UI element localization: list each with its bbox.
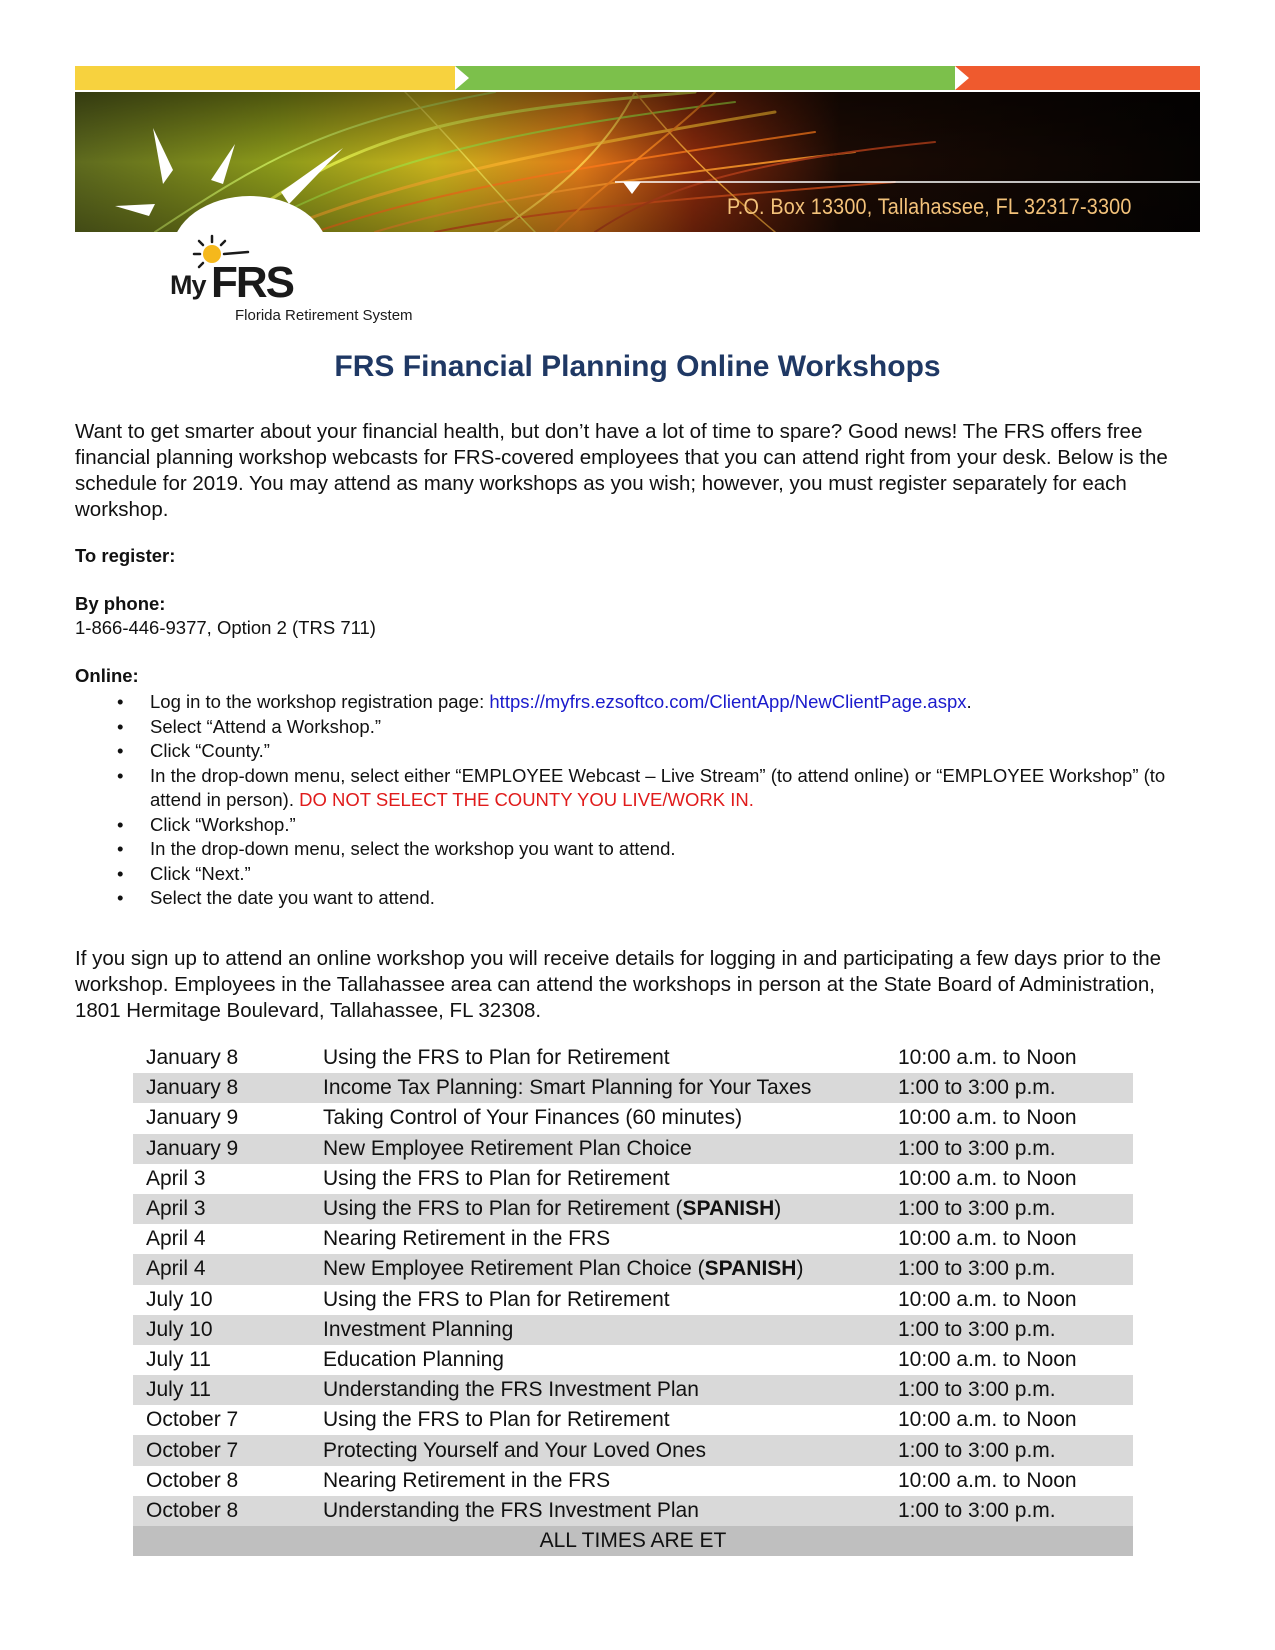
- row-date: July 10: [146, 1287, 213, 1311]
- table-row: [133, 1285, 1133, 1315]
- row-date: October 8: [133, 1496, 311, 1526]
- step-text: Click “Next.”: [150, 862, 251, 884]
- row-date: April 4: [133, 1254, 311, 1284]
- row-date: January 8: [146, 1046, 239, 1070]
- mailing-address: P.O. Box 13300, Tallahassee, FL 32317-3300: [727, 194, 1132, 219]
- list-item: [75, 886, 1200, 911]
- row-title: Education Planning: [323, 1347, 504, 1371]
- bullet-icon: •: [117, 862, 124, 884]
- table-row: [133, 1435, 1133, 1465]
- table-row: [133, 1466, 1133, 1496]
- language-tag: SPANISH: [682, 1197, 775, 1221]
- row-title: [311, 1194, 888, 1224]
- phone-number: 1-866-446-9377, Option 2 (TRS 711): [75, 617, 376, 638]
- row-date: July 11: [146, 1347, 211, 1371]
- bullet-icon: •: [117, 764, 124, 786]
- step-text: .: [966, 691, 972, 712]
- row-time: 10:00 a.m. to Noon: [898, 1046, 1077, 1070]
- row-title: Income Tax Planning: Smart Planning for Your Taxes: [311, 1073, 888, 1103]
- table-row: [133, 1345, 1133, 1375]
- step-text: Select the date you want to attend.: [150, 887, 435, 908]
- row-title: Using the FRS to Plan for Retirement: [323, 1166, 670, 1190]
- list-item: [75, 862, 1200, 887]
- banner-stripe-green: [455, 66, 955, 90]
- list-item: [75, 813, 1200, 838]
- table-row: [133, 1043, 1133, 1073]
- row-title: Using the FRS to Plan for Retirement: [323, 1046, 670, 1070]
- logo-subtitle: Florida Retirement System: [235, 307, 413, 324]
- row-time: 1:00 to 3:00 p.m.: [888, 1194, 1133, 1224]
- row-title: Understanding the FRS Investment Plan: [311, 1496, 888, 1526]
- online-details-paragraph: If you sign up to attend an online workshop you will receive details for logging in and participating a few days prior to the workshop. Employees in the Tallahassee area can attend the workshops in person at the State Board of Administration, 1801 Hermitage Boulevard, Tallahassee, FL 32308.: [75, 947, 1161, 1022]
- row-date: July 10: [133, 1315, 311, 1345]
- row-date: April 3: [133, 1194, 311, 1224]
- row-title: Nearing Retirement in the FRS: [323, 1227, 611, 1251]
- bullet-icon: •: [117, 691, 124, 712]
- step-text: Select “Attend a Workshop.”: [150, 715, 382, 737]
- county-warning: DO NOT SELECT THE COUNTY YOU LIVE/WORK IN.: [299, 789, 754, 810]
- step-text: In the drop-down menu, select either “EMPLOYEE Webcast – Live Stream” (to attend online) or “EMPLOYEE Workshop” (to attend in person).: [150, 764, 1166, 810]
- timezone-note: ALL TIMES ARE ET: [133, 1526, 1133, 1556]
- row-title: Understanding the FRS Investment Plan: [311, 1375, 888, 1405]
- row-time: 1:00 to 3:00 p.m.: [888, 1496, 1133, 1526]
- row-time: 1:00 to 3:00 p.m.: [888, 1073, 1133, 1103]
- row-title: Protecting Yourself and Your Loved Ones: [311, 1435, 888, 1465]
- row-date: January 9: [146, 1106, 239, 1130]
- row-title: New Employee Retirement Plan Choice: [311, 1134, 888, 1164]
- workshop-schedule-table: [133, 1043, 1133, 1556]
- step-text: Log in to the workshop registration page:: [150, 691, 490, 712]
- row-time: 1:00 to 3:00 p.m.: [888, 1375, 1133, 1405]
- row-date: January 8: [133, 1073, 311, 1103]
- table-row: [133, 1224, 1133, 1254]
- row-title: Nearing Retirement in the FRS: [323, 1468, 611, 1492]
- step-text: Click “County.”: [150, 740, 270, 761]
- table-row: [133, 1315, 1133, 1345]
- table-row: [133, 1103, 1133, 1133]
- registration-steps: [75, 690, 1200, 911]
- row-date: January 9: [133, 1134, 311, 1164]
- row-title-end: ): [796, 1257, 804, 1281]
- list-item: [75, 690, 1200, 715]
- row-title: Using the FRS to Plan for Retirement: [323, 1408, 670, 1432]
- banner-stripe-red: [955, 66, 1200, 90]
- table-row: [133, 1375, 1133, 1405]
- logo-my-text: My: [170, 270, 206, 300]
- table-row: [133, 1496, 1133, 1526]
- row-date: October 7: [146, 1408, 239, 1432]
- row-title-text: New Employee Retirement Plan Choice (: [323, 1257, 705, 1281]
- list-item: [75, 837, 1200, 862]
- row-time: 1:00 to 3:00 p.m.: [888, 1435, 1133, 1465]
- row-time: 1:00 to 3:00 p.m.: [888, 1315, 1133, 1345]
- chevron-icon: [955, 66, 969, 90]
- chevron-icon: [455, 66, 469, 90]
- row-title: Investment Planning: [311, 1315, 888, 1345]
- banner-stripe-yellow: [75, 66, 455, 90]
- bullet-icon: •: [117, 740, 124, 761]
- row-title-text: Using the FRS to Plan for Retirement (: [323, 1197, 683, 1221]
- row-time: 10:00 a.m. to Noon: [898, 1287, 1077, 1311]
- intro-paragraph: Want to get smarter about your financial health, but don’t have a lot of time to spare? Good news! The FRS offers free financial planning workshop webcasts for FRS-covered employees that you can attend right from your desk. Below is the schedule for 2019. You may attend as many workshops as you wish; however, you must register separately for each workshop.: [75, 420, 1168, 521]
- header-banner: [75, 66, 1200, 232]
- row-date: April 3: [146, 1166, 206, 1190]
- row-time: 10:00 a.m. to Noon: [898, 1106, 1077, 1130]
- phone-label: By phone:: [75, 593, 166, 614]
- row-title: Taking Control of Your Finances (60 minutes): [323, 1106, 743, 1130]
- row-time: 1:00 to 3:00 p.m.: [888, 1254, 1133, 1284]
- table-row: [133, 1164, 1133, 1194]
- row-title-end: ): [774, 1197, 782, 1221]
- table-row: [133, 1194, 1133, 1224]
- row-date: October 7: [133, 1435, 311, 1465]
- row-time: 10:00 a.m. to Noon: [898, 1347, 1077, 1371]
- row-time: 10:00 a.m. to Noon: [898, 1408, 1077, 1432]
- row-time: 1:00 to 3:00 p.m.: [888, 1134, 1133, 1164]
- bullet-icon: •: [117, 887, 124, 908]
- row-date: April 4: [146, 1227, 206, 1251]
- bullet-icon: •: [117, 813, 124, 835]
- step-text: In the drop-down menu, select the workshop you want to attend.: [150, 838, 676, 859]
- step-text: Click “Workshop.”: [150, 813, 296, 835]
- table-row: [133, 1405, 1133, 1435]
- page-title: FRS Financial Planning Online Workshops: [334, 350, 941, 383]
- row-title: Using the FRS to Plan for Retirement: [323, 1287, 670, 1311]
- row-time: 10:00 a.m. to Noon: [898, 1227, 1077, 1251]
- table-row: [133, 1073, 1133, 1103]
- list-item: [75, 764, 1200, 813]
- logo-frs-text: FRS: [211, 258, 293, 307]
- row-time: 10:00 a.m. to Noon: [898, 1468, 1077, 1492]
- row-date: July 11: [133, 1375, 311, 1405]
- language-tag: SPANISH: [704, 1257, 797, 1281]
- bullet-icon: •: [117, 715, 124, 737]
- list-item: [75, 739, 1200, 764]
- row-time: 10:00 a.m. to Noon: [898, 1166, 1077, 1190]
- bullet-icon: •: [117, 838, 124, 859]
- table-row: [133, 1134, 1133, 1164]
- online-label: Online:: [75, 665, 139, 686]
- myfrs-logo: [165, 232, 465, 322]
- table-footer-row: [133, 1526, 1133, 1556]
- registration-link[interactable]: https://myfrs.ezsoftco.com/ClientApp/NewClientPage.aspx: [489, 691, 967, 712]
- row-title: [311, 1254, 888, 1284]
- table-row: [133, 1254, 1133, 1284]
- list-item: [75, 715, 1200, 740]
- register-heading: To register:: [75, 545, 176, 566]
- row-date: October 8: [146, 1468, 239, 1492]
